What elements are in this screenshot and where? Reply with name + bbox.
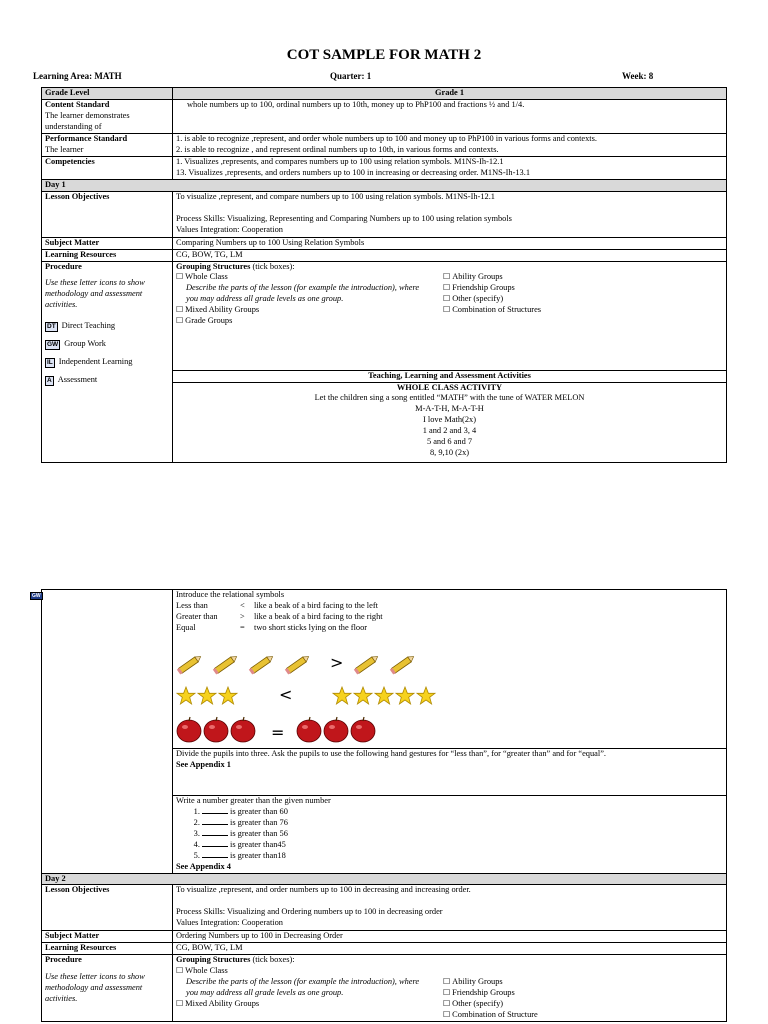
describe-note: Describe the parts of the lesson (for example the introduction), where you may address all grade levels as one group. [186, 977, 420, 998]
day2-label: Day 2 [42, 873, 727, 885]
symbol-desc: like a beak of a bird facing to the right [254, 611, 383, 621]
tick-boxes-note: (tick boxes): [250, 955, 295, 965]
exercise-text: is greater than 76 [230, 817, 288, 827]
star-comparison-row [176, 680, 723, 712]
answer-blank[interactable] [202, 846, 228, 847]
pencil-icon [248, 652, 276, 676]
pencil-icon [176, 652, 204, 676]
objective: To visualize ,represent, and compare numbers up to 100 using relation symbols. M1NS-Ih-12.1 [176, 191, 495, 201]
subject-matter-text: Comparing Numbers up to 100 Using Relation Symbols [173, 237, 727, 249]
apple-comparison-row [176, 712, 723, 748]
content-standard-sub: The learner demonstrates understanding of [45, 110, 130, 131]
symbol-row [176, 623, 723, 634]
exercise-text: is greater than18 [230, 850, 286, 860]
checkbox-icon[interactable]: ☐ [176, 272, 184, 282]
tla-heading: Teaching, Learning and Assessment Activities [173, 370, 727, 382]
procedure-label: Procedure [45, 955, 82, 965]
performance-standard-text [173, 133, 727, 156]
lesson-plan-table-day1 [41, 87, 727, 463]
competencies-label: Competencies [42, 156, 173, 179]
checkbox-mixed-ability[interactable] [176, 305, 431, 316]
pencil-icon [284, 652, 312, 676]
icon-label: Independent Learning [58, 357, 133, 367]
symbol-name: Less than [176, 600, 208, 610]
pencil-icon [212, 652, 240, 676]
checkbox-label: Other (specify) [452, 294, 504, 304]
competencies-text [173, 156, 727, 179]
checkbox-label: Whole Class [185, 966, 228, 976]
checkbox-icon[interactable]: ☐ [443, 977, 451, 987]
pencil-comparison-row [176, 648, 723, 680]
checkbox-icon[interactable]: ☐ [176, 966, 184, 976]
answer-blank[interactable] [202, 824, 228, 825]
lesson-objectives-label: Lesson Objectives [42, 191, 173, 237]
procedure-label: Procedure [45, 261, 82, 271]
exercise-item [202, 807, 723, 818]
exercise-item [202, 840, 723, 851]
checkbox-label: Combination of Structures [452, 305, 542, 315]
song-line: 8, 9,10 (2x) [429, 448, 470, 458]
values-integration: Values Integration: Cooperation [176, 918, 283, 928]
intro-symbols: Introduce the relational symbols [176, 590, 285, 599]
checkbox-mixed-ability[interactable] [176, 999, 431, 1010]
procedure-note: Use these letter icons to show methodology and assessment activities. [45, 278, 145, 310]
exercise-item [202, 818, 723, 829]
checkbox-grade-groups[interactable] [176, 316, 431, 327]
learning-resources-label: Learning Resources [42, 249, 173, 261]
checkbox-icon[interactable]: ☐ [176, 998, 184, 1008]
song-line: 5 and 6 and 7 [426, 437, 473, 447]
checkbox-label: Mixed Ability Groups [185, 998, 260, 1008]
grade-level-label: Grade Level [42, 88, 173, 100]
subject-matter-label: Subject Matter [42, 237, 173, 249]
values-integration: Values Integration: Cooperation [176, 224, 283, 234]
day1-label: Day 1 [42, 179, 727, 191]
checkbox-friendship-groups[interactable] [443, 283, 723, 294]
symbol-desc: two short sticks lying on the floor [254, 622, 368, 632]
checkbox-combination[interactable] [443, 305, 723, 316]
content-standard-text: whole numbers up to 100, ordinal numbers up to 10th, money up to PhP100 and fractions ½ and 1/4. [173, 99, 727, 133]
grouping-structures-label: Grouping Structures [176, 261, 251, 271]
week: Week: 8 [622, 71, 654, 81]
learning-resources-text: CG, BOW, TG, LM [173, 943, 727, 955]
icon-legend-gw [45, 339, 169, 350]
learning-resources-label: Learning Resources [42, 943, 173, 955]
less-than-symbol: < [279, 685, 293, 705]
checkbox-icon[interactable]: ☐ [443, 283, 451, 293]
independent-learning-icon: IL [47, 359, 53, 367]
song-line: I love Math(2x) [422, 415, 477, 425]
process-skills: Process Skills: Visualizing and Ordering numbers up to 100 in decreasing order [176, 907, 443, 917]
checkbox-label: Mixed Ability Groups [185, 305, 260, 315]
checkbox-label: Friendship Groups [452, 988, 515, 998]
apple-icon [323, 716, 349, 743]
procedure-note: Use these letter icons to show methodology and assessment activities. [45, 972, 145, 1004]
song-line: M-A-T-H, M-A-T-H [415, 404, 484, 414]
performance-standard-label: Performance Standard [45, 133, 128, 143]
exercise-item [202, 829, 723, 840]
checkbox-icon[interactable]: ☐ [443, 1009, 451, 1019]
hand-gestures-instruction: Divide the pupils into three. Ask the pupils to use the following hand gestures for “less than”, for “greater than” and for “equal”. [176, 748, 607, 758]
checkbox-whole-class[interactable] [176, 966, 431, 977]
performance-line: 2. is able to recognize , and represent ordinal numbers up to 10th, in various forms and contexts. [176, 144, 499, 154]
performance-standard-cell [42, 133, 173, 156]
apple-icon [296, 716, 322, 743]
exercise-list [176, 807, 723, 862]
checkbox-label: Other (specify) [452, 999, 504, 1009]
symbol-glyph: = [240, 622, 245, 632]
star-icon [353, 686, 373, 706]
song-line: Let the children sing a song entitled “MATH” with the tune of WATER MELON [314, 393, 585, 403]
icon-label: Assessment [57, 375, 98, 385]
learning-resources-text: CG, BOW, TG, LM [173, 249, 727, 261]
icon-legend-il [45, 357, 169, 368]
song-line: 1 and 2 and 3, 4 [422, 426, 477, 436]
checkbox-combination[interactable] [443, 1010, 723, 1021]
lesson-objectives-text [173, 885, 727, 931]
star-icon [395, 686, 415, 706]
symbol-glyph: > [240, 611, 245, 621]
icon-label: Direct Teaching [61, 321, 116, 331]
checkbox-label: Friendship Groups [452, 283, 515, 293]
apple-icon [203, 716, 229, 743]
exercise-text: is greater than 56 [230, 828, 288, 838]
see-appendix-1: See Appendix 1 [176, 759, 231, 769]
checkbox-icon[interactable]: ☐ [176, 316, 184, 326]
checkbox-label: Grade Groups [185, 316, 233, 326]
direct-teaching-icon: DT [47, 323, 56, 331]
gw-marker-cell [32, 590, 173, 874]
star-icon [176, 686, 196, 706]
checkbox-label: Combination of Structure [452, 1009, 538, 1019]
exercise-text: is greater than 60 [230, 806, 288, 816]
checkbox-friendship-groups[interactable] [443, 988, 723, 999]
tick-boxes-note: (tick boxes): [250, 261, 295, 271]
equal-symbol: = [271, 723, 285, 743]
content-standard-label: Content Standard [45, 99, 110, 109]
answer-blank[interactable] [202, 857, 228, 858]
write-number-prompt: Write a number greater than the given number [176, 795, 331, 805]
grade-level-value: Grade 1 [173, 88, 727, 100]
star-icon [416, 686, 436, 706]
checkbox-other[interactable] [443, 999, 723, 1010]
checkbox-icon[interactable]: ☐ [443, 294, 451, 304]
checkbox-whole-class[interactable] [176, 272, 431, 283]
checkbox-icon[interactable]: ☐ [443, 999, 451, 1009]
checkbox-label: Ability Groups [452, 272, 503, 282]
checkbox-icon[interactable]: ☐ [443, 272, 451, 282]
lesson-plan-table-day2 [32, 589, 727, 1022]
symbol-desc: like a beak of a bird facing to the left [254, 600, 378, 610]
symbol-name: Equal [176, 622, 196, 632]
performance-line: 1. is able to recognize ,represent, and order whole numbers up to 100 and money up to PhP100 in various forms and contexts. [176, 133, 597, 143]
exercise-item [202, 851, 723, 862]
document-title: COT SAMPLE FOR MATH 2 [286, 47, 482, 63]
lesson-objectives-text [173, 191, 727, 237]
procedure-cell [42, 261, 173, 462]
icon-legend-dt [45, 321, 169, 332]
checkbox-icon[interactable]: ☐ [443, 305, 451, 315]
icon-label: Group Work [64, 339, 106, 349]
objective: To visualize ,represent, and order numbers up to 100 in decreasing and increasing order. [176, 885, 471, 895]
answer-blank[interactable] [202, 835, 228, 836]
procedure-cell [42, 955, 173, 1022]
describe-note: Describe the parts of the lesson (for example the introduction), where you may address all grade levels as one group. [186, 283, 420, 304]
group-work-icon: GW [47, 341, 59, 349]
see-appendix-4: See Appendix 4 [176, 861, 231, 871]
pencil-icon [353, 652, 381, 676]
checkbox-ability-groups[interactable] [443, 272, 723, 283]
activity-content-cell [173, 590, 727, 874]
subject-matter-text: Ordering Numbers up to 100 in Decreasing Order [173, 931, 727, 943]
process-skills: Process Skills: Visualizing, Representing and Comparing Numbers up to 100 using relation symbols [176, 213, 512, 223]
group-work-icon: GW [32, 593, 41, 599]
checkbox-icon[interactable]: ☐ [176, 305, 184, 315]
checkbox-ability-groups[interactable] [443, 977, 723, 988]
competency-line: 13. Visualizes ,represents, and orders numbers up to 100 in increasing or decreasing order. M1NS-Ih-13.1 [176, 167, 531, 177]
lesson-objectives-label: Lesson Objectives [42, 885, 173, 931]
checkbox-label: Whole Class [185, 272, 228, 282]
apple-icon [176, 716, 202, 743]
star-icon [197, 686, 217, 706]
activity-title: WHOLE CLASS ACTIVITY [396, 382, 503, 392]
grouping-structures-label: Grouping Structures [176, 955, 251, 965]
icon-legend-a [45, 375, 169, 386]
greater-than-symbol: > [330, 653, 344, 673]
subject-matter-label: Subject Matter [42, 931, 173, 943]
grouping-structures-cell [173, 955, 727, 1022]
whole-class-activity [173, 382, 727, 462]
checkbox-icon[interactable]: ☐ [443, 988, 451, 998]
star-icon [218, 686, 238, 706]
performance-standard-sub: The learner [45, 144, 84, 154]
checkbox-other[interactable] [443, 294, 723, 305]
assessment-icon: A [47, 377, 52, 385]
symbol-row [176, 601, 723, 612]
apple-icon [230, 716, 256, 743]
learning-area: Learning Area: MATH [33, 71, 122, 81]
pencil-icon [389, 652, 417, 676]
symbol-row [176, 612, 723, 623]
symbol-glyph: < [240, 600, 245, 610]
exercise-text: is greater than45 [230, 839, 286, 849]
checkbox-label: Ability Groups [452, 977, 503, 987]
symbol-name: Greater than [176, 611, 218, 621]
content-standard-cell [42, 99, 173, 133]
star-icon [332, 686, 352, 706]
answer-blank[interactable] [202, 813, 228, 814]
grouping-structures-cell [173, 261, 727, 370]
competency-line: 1. Visualizes ,represents, and compares numbers up to 100 using relation symbols. M1NS-Ih-12.1 [176, 156, 504, 166]
apple-icon [350, 716, 376, 743]
star-icon [374, 686, 394, 706]
quarter: Quarter: 1 [330, 71, 372, 81]
